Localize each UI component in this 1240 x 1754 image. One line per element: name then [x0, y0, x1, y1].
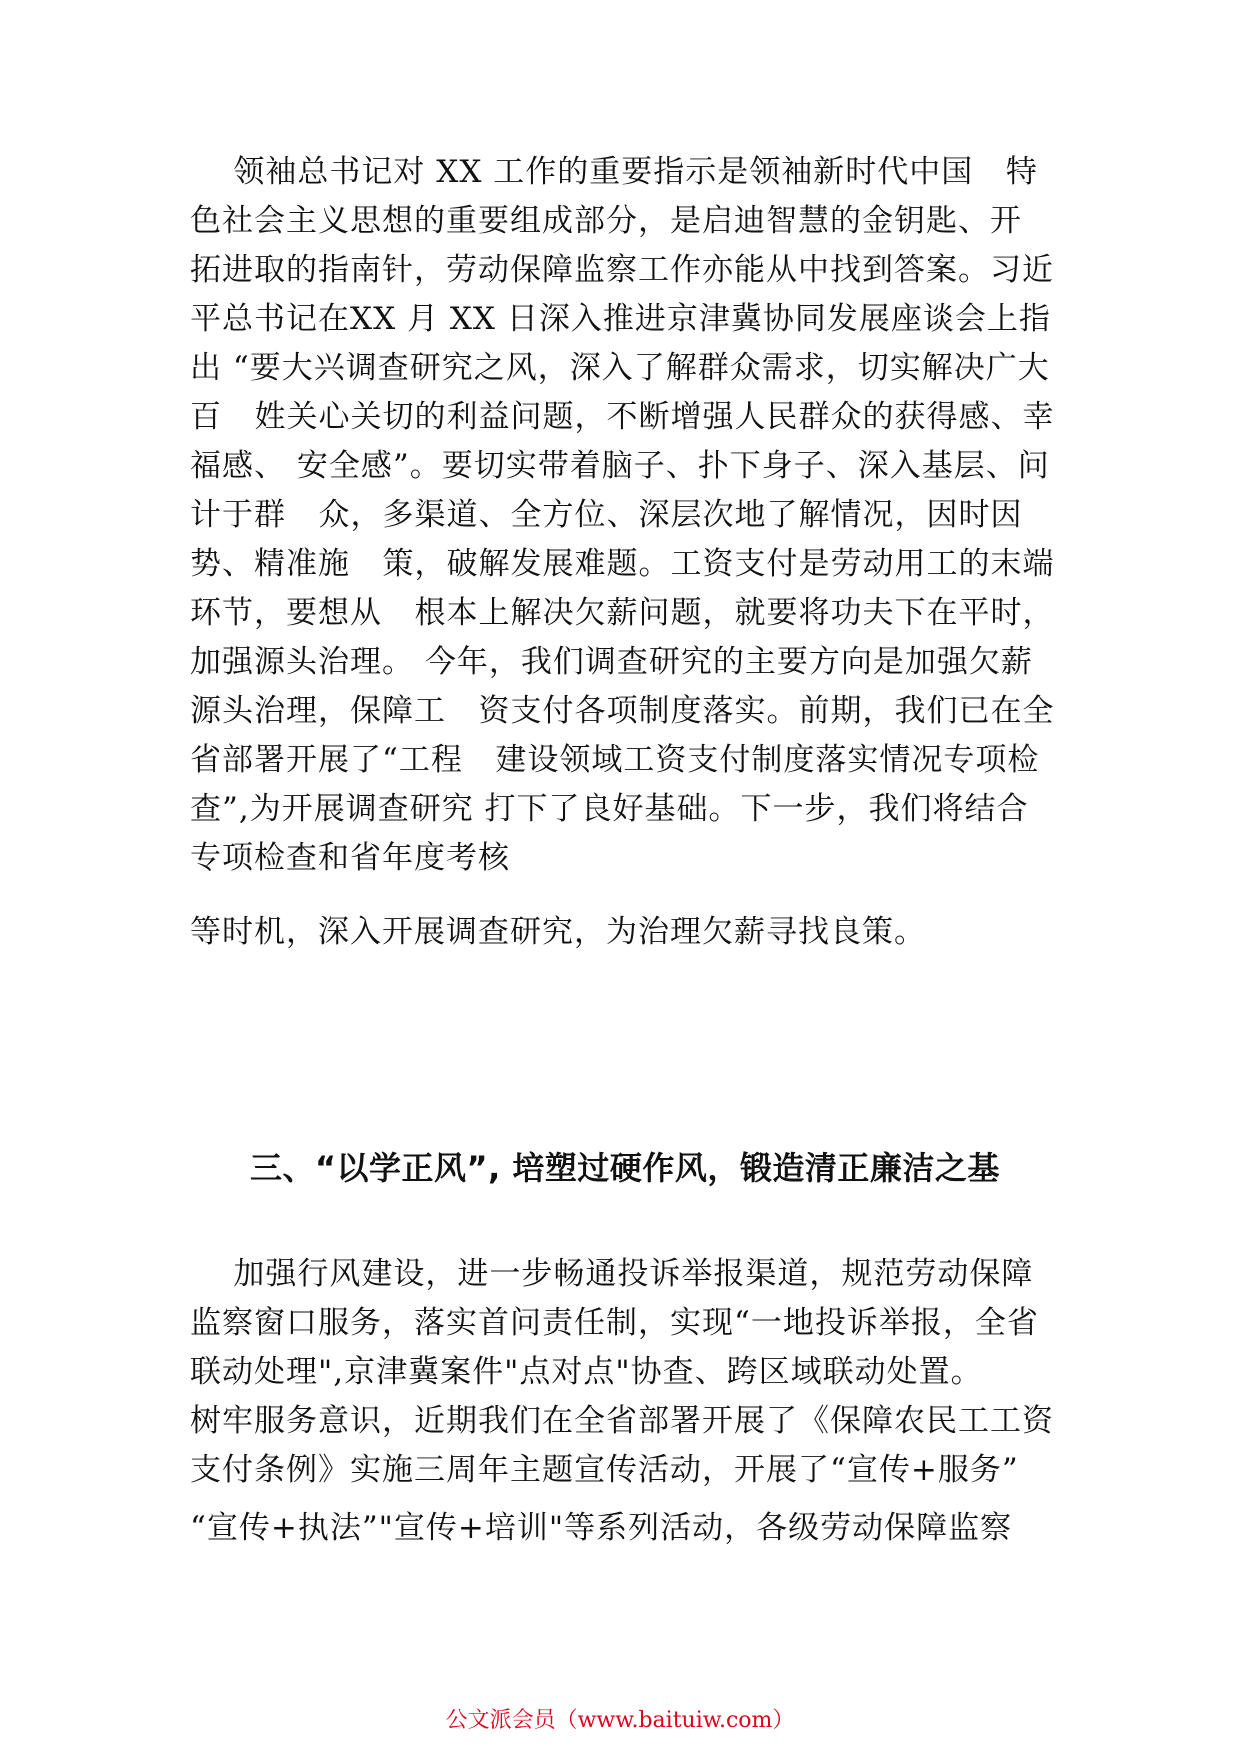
paragraph-line: 福感、 安全感”。要切实带着脑子、扑下身子、深入基层、问 [190, 448, 1050, 484]
paragraph-line-trailing: 等时机，深入开展调查研究，为治理欠薪寻找良策。 [190, 914, 926, 950]
paragraph-line: 支付条例》实施三周年主题宣传活动，开展了“宣传+服务” [190, 1452, 1019, 1488]
paragraph-line: “宣传+执法”"宣传+培训"等系列活动，各级劳动保障监察 [190, 1510, 1013, 1546]
paragraph-line: 查”,为开展调查研究 打下了良好基础。下一步，我们将结合 [190, 791, 1029, 827]
paragraph-line: 势、精准施 策，破解发展难题。工资支付是劳动用工的末端 [190, 546, 1055, 582]
paragraph-line: 环节，要想从 根本上解决欠薪问题，就要将功夫下在平时， [190, 595, 1055, 631]
paragraph-line: 树牢服务意识，近期我们在全省部署开展了《保障农民工工资 [190, 1403, 1054, 1439]
paragraph-line: 色社会主义思想的重要组成部分，是启迪智慧的金钥匙、开 [190, 203, 1022, 239]
paragraph-line: 计于群 众，多渠道、全方位、深层次地了解情况，因时因 [190, 497, 1023, 533]
paragraph-line: 专项检查和省年度考核 [190, 840, 510, 876]
paragraph-line: 百 姓关心关切的利益问题，不断增强人民群众的获得感、幸 [190, 399, 1055, 435]
paragraph-line: 拓进取的指南针，劳动保障监察工作亦能从中找到答案。习近 [190, 252, 1054, 288]
footer-source-link[interactable]: 公文派会员（www.baituiw.com） [445, 1708, 795, 1733]
section-heading: 三、“以学正风”, 培塑过硬作风，锻造清正廉洁之基 [250, 1149, 1000, 1187]
paragraph-line: 加强行风建设，进一步畅通投诉举报渠道，规范劳动保障 [190, 1256, 1034, 1292]
paragraph-line: 加强源头治理。 今年，我们调查研究的主要方向是加强欠薪 [190, 644, 1033, 680]
paragraph-line: 出 “要大兴调查研究之风，深入了解群众需求，切实解决广大 [190, 350, 1050, 386]
paragraph-line: 监察窗口服务，落实首问责任制，实现“一地投诉举报，全省 [190, 1305, 1039, 1341]
paragraph-line: 省部署开展了“工程 建设领域工资支付制度落实情况专项检 [190, 742, 1040, 778]
paragraph-line: 联动处理",京津冀案件"点对点"协查、跨区域联动处置。 [190, 1354, 983, 1390]
paragraph-line: 平总书记在XX 月 XX 日深入推进京津冀协同发展座谈会上指 [190, 301, 1051, 337]
paragraph-line: 源头治理，保障工 资支付各项制度落实。前期，我们已在全 [190, 693, 1055, 729]
paragraph-line: 领袖总书记对 XX 工作的重要指示是领袖新时代中国 特 [190, 154, 1038, 190]
